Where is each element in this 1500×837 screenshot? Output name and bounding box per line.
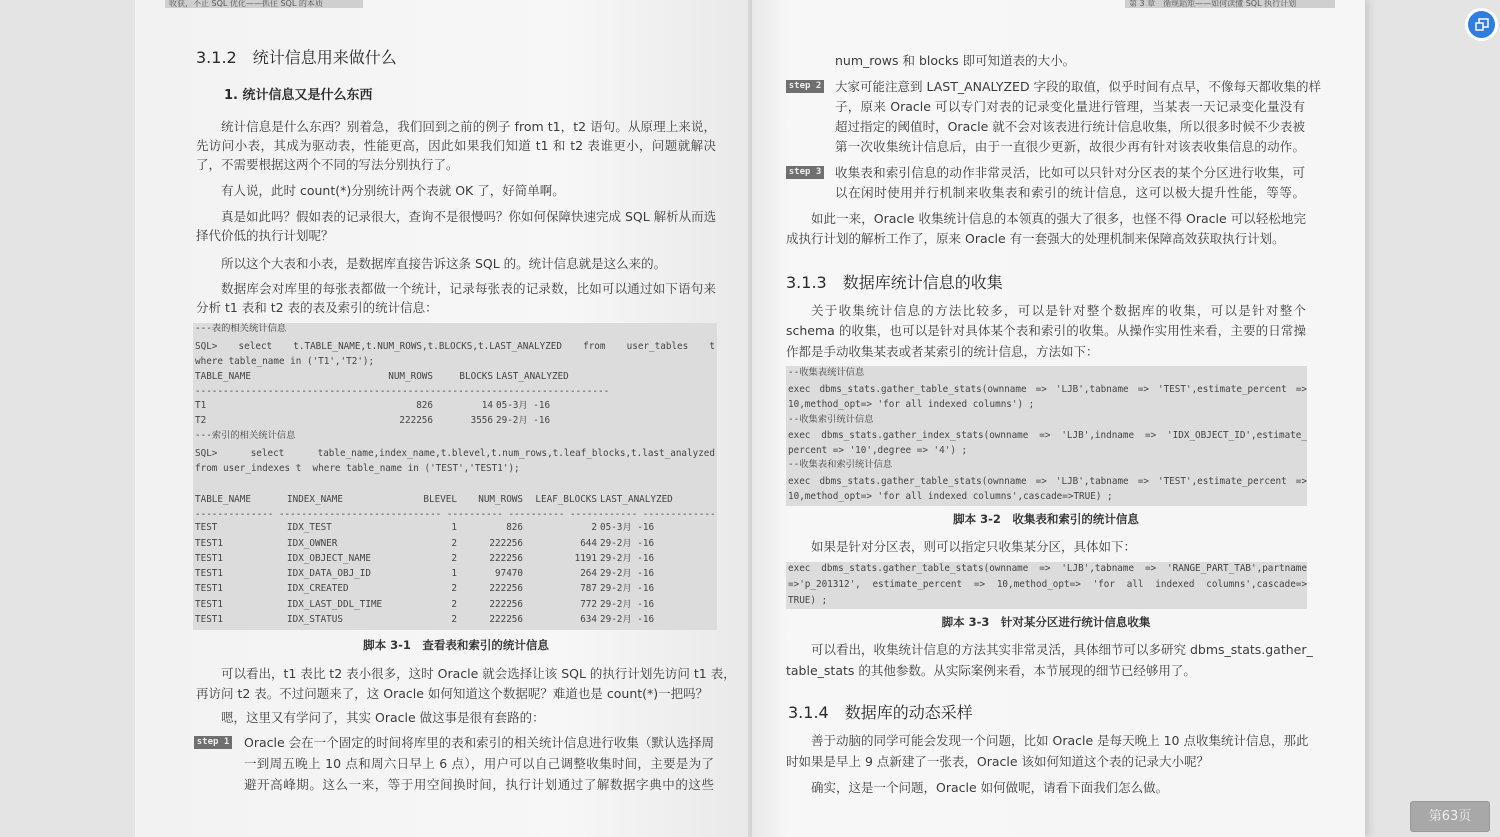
paragraph-line: 如果是针对分区表，则可以指定只收集某分区，具体如下： xyxy=(811,539,1137,554)
table-cell: 264 xyxy=(580,568,597,579)
code-line: exec dbms_stats.gather_table_stats(ownname => 'LJB',tabname => 'TEST',estimate_percent => xyxy=(788,384,1307,395)
table-cell: 222256 xyxy=(489,583,523,594)
table-cell: TABLE_NAME xyxy=(195,494,251,505)
paragraph-line: 先访问小表，其成为驱动表，性能更高，因此如果我们知道 t1 和 t2 表谁更小，问题就解决 xyxy=(196,138,716,153)
code-line: --收集表和索引统计信息 xyxy=(788,459,893,470)
table-cell: IDX_LAST_DDL_TIME xyxy=(287,599,383,610)
table-cell: 1191 xyxy=(574,553,597,564)
table-cell: 2 xyxy=(451,599,457,610)
table-cell: 29-2月 -16 xyxy=(600,614,655,625)
table-cell: 2 xyxy=(451,614,457,625)
table-cell: T2 xyxy=(195,415,207,426)
paragraph-line: 善于动脑的同学可能会发现一个问题，比如 Oracle 是每天晚上 10 点收集统计信息，那此 xyxy=(811,733,1309,748)
code-line: SQL> select table_name,index_name,t.blevel,t.num_rows,t.leaf_blocks,t.last_analyzed xyxy=(195,448,715,459)
paragraph-line: table_stats 的其他参数。从实际案例来看，本节展现的细节已经够用了。 xyxy=(786,663,1196,678)
table-cell: 787 xyxy=(580,583,597,594)
script-caption: 脚本 3-3 针对某分区进行统计信息收集 xyxy=(941,615,1151,629)
table-cell: 29-2月 -16 xyxy=(496,415,551,426)
code-line: ---索引的相关统计信息 xyxy=(195,430,296,441)
table-cell: TEST xyxy=(195,522,218,533)
code-line: 10,method_opt=> 'for all indexed columns',cascade=>TRUE) ; xyxy=(788,491,1113,502)
paragraph-line: 时如果是早上 9 点新建了一张表，Oracle 该如何知道这个表的记录大小呢？ xyxy=(786,754,1210,769)
table-divider: -------------- ----------------------------- ---------- ---------- ------------ ------------- xyxy=(195,509,716,520)
section-title: 3.1.4 数据库的动态采样 xyxy=(788,703,973,722)
code-line: TRUE) ; xyxy=(788,595,828,606)
table-cell: 2 xyxy=(451,538,457,549)
running-header: 第 3 章 循规蹈矩——如何读懂 SQL 执行计划 xyxy=(1125,0,1335,8)
running-header: 收获，不止 SQL 优化——抓住 SQL 的本质 xyxy=(165,0,363,8)
table-cell: 826 xyxy=(416,400,433,411)
subsection-title: 1. 统计信息又是什么东西 xyxy=(224,88,373,103)
table-cell: 222256 xyxy=(399,415,433,426)
code-line: --收集索引统计信息 xyxy=(788,414,874,425)
table-cell: BLOCKS xyxy=(459,371,493,382)
step-line: 超过指定的阈值时，Oracle 就不会对该表进行统计信息收集，所以很多时候不少表被 xyxy=(835,119,1305,134)
step-line: Oracle 会在一个固定的时间将库里的表和索引的相关统计信息进行收集（默认选择周 xyxy=(244,735,714,750)
table-cell: 29-2月 -16 xyxy=(600,568,655,579)
table-cell: 2 xyxy=(451,583,457,594)
table-cell: TEST1 xyxy=(195,553,223,564)
step-line: 大家可能注意到 LAST_ANALYZED 字段的取值，似乎时间有点早，不像每天都收集的样 xyxy=(835,79,1322,94)
table-cell: 3556 xyxy=(470,415,493,426)
fullscreen-icon xyxy=(1475,18,1489,32)
table-divider: -------------------------------------------------------------------------- xyxy=(195,386,610,397)
table-cell: LAST_ANALYZED xyxy=(600,494,673,505)
step-line: 第一次收集统计信息后，由于一直很少更新，故很少再有针对该表收集信息的动作。 xyxy=(835,139,1305,154)
table-cell: 222256 xyxy=(489,599,523,610)
paragraph-line: 了，不需要根据这两个不同的写法分别执行了。 xyxy=(196,157,459,172)
paragraph-line: 成执行计划的解析工作了，原来 Oracle 有一套强大的处理机制来保障高效获取执行计划。 xyxy=(786,231,1285,246)
paragraph-line: 有人说，此时 count(*)分别统计两个表就 OK 了，好简单啊。 xyxy=(221,183,565,198)
table-cell: 29-2月 -16 xyxy=(600,599,655,610)
table-cell: 826 xyxy=(506,522,523,533)
paragraph-line: 再访问 t2 表。不过问题来了，这 Oracle 如何知道这个数据呢？难道也是 count(*)一把吗？ xyxy=(196,686,709,701)
table-cell: 222256 xyxy=(489,553,523,564)
step-line: 子，原来 Oracle 可以专门对表的记录变化量进行管理，当某表一天记录变化量没有 xyxy=(835,99,1305,114)
paragraph-line: num_rows 和 blocks 即可知道表的大小。 xyxy=(835,53,1076,68)
table-cell: TABLE_NAME xyxy=(195,371,251,382)
table-cell: 634 xyxy=(580,614,597,625)
step-badge: step 1 xyxy=(194,736,232,749)
script-caption: 脚本 3-2 收集表和索引的统计信息 xyxy=(953,512,1139,526)
table-cell: 29-2月 -16 xyxy=(600,583,655,594)
code-line: =>'p_201312', estimate_percent => 10,method_opt=> 'for all indexed columns',cascade=> xyxy=(788,579,1307,590)
table-cell: 1 xyxy=(451,522,457,533)
paragraph-line: 真是如此吗？假如表的记录很大，查询不是很慢吗？你如何保障快速完成 SQL 解析从而选 xyxy=(221,209,717,224)
table-cell: 29-2月 -16 xyxy=(600,553,655,564)
table-cell: NUM_ROWS xyxy=(388,371,433,382)
table-cell: IDX_STATUS xyxy=(287,614,343,625)
paragraph-line: 关于收集统计信息的方法比较多，可以是针对整个数据库的收集，可以是针对整个 xyxy=(811,303,1306,318)
table-cell: TEST1 xyxy=(195,583,223,594)
table-cell: TEST1 xyxy=(195,599,223,610)
paragraph-line: 分析 t1 表和 t2 表的表及索引的统计信息： xyxy=(196,300,438,315)
script-caption: 脚本 3-1 查看表和索引的统计信息 xyxy=(363,638,549,652)
table-cell: 1 xyxy=(451,568,457,579)
table-cell: IDX_TEST xyxy=(287,522,332,533)
step-line: 以在闲时使用并行机制来收集表和索引的统计信息，这可以极大提升性能，等等。 xyxy=(835,185,1305,200)
table-cell: 97470 xyxy=(495,568,523,579)
table-cell: 2 xyxy=(451,553,457,564)
table-cell: 222256 xyxy=(489,538,523,549)
table-cell: T1 xyxy=(195,400,207,411)
table-cell: 05-3月 -16 xyxy=(600,522,655,533)
table-cell: 2 xyxy=(591,522,597,533)
table-cell: 772 xyxy=(580,599,597,610)
table-cell: 14 xyxy=(481,400,493,411)
code-line: 10,method_opt=> 'for all indexed columns') ; xyxy=(788,399,1035,410)
code-line: exec dbms_stats.gather_table_stats(ownname => 'LJB',tabname => 'RANGE_PART_TAB',partname xyxy=(788,563,1307,574)
table-cell: IDX_OBJECT_NAME xyxy=(287,553,371,564)
paragraph-line: 如此一来，Oracle 收集统计信息的本领真的强大了很多，也怪不得 Oracle 可以轻松地完 xyxy=(811,211,1306,226)
code-line: ---表的相关统计信息 xyxy=(195,323,287,334)
table-cell: TEST1 xyxy=(195,538,223,549)
table-cell: 05-3月 -16 xyxy=(496,400,551,411)
table-cell: IDX_OWNER xyxy=(287,538,338,549)
paragraph-line: 可以看出，收集统计信息的方法其实非常灵活，具体细节可以多研究 dbms_stats.gather_ xyxy=(811,642,1313,657)
paragraph-line: 作都是手动收集某表或者某索引的统计信息，方法如下： xyxy=(786,344,1099,359)
code-line: SQL> select t.TABLE_NAME,t.NUM_ROWS,t.BLOCKS,t.LAST_ANALYZED from user_tables t xyxy=(195,341,715,352)
section-title: 3.1.3 数据库统计信息的收集 xyxy=(786,273,1003,292)
table-cell: NUM_ROWS xyxy=(478,494,523,505)
table-cell: INDEX_NAME xyxy=(287,494,343,505)
step-line: 一到周五晚上 10 点和周六日早上 6 点），用户可以自己调整收集时间，主要是为了 xyxy=(244,756,714,771)
code-line: where table_name in ('T1','T2'); xyxy=(195,356,375,367)
table-cell: LAST_ANALYZED xyxy=(496,371,569,382)
paragraph-line: 数据库会对库里的每张表都做一个统计，记录每张表的记录数，比如可以通过如下语句来 xyxy=(221,281,716,296)
paragraph-line: 可以看出，t1 表比 t2 表小很多，这时 Oracle 就会选择让该 SQL 的执行计划先访问 t1 表， xyxy=(221,666,736,681)
code-line: exec dbms_stats.gather_table_stats(ownname => 'LJB',tabname => 'TEST',estimate_percent => xyxy=(788,476,1307,487)
paragraph-line: 确实，这是一个问题，Oracle 如何做呢，请看下面我们怎么做。 xyxy=(811,780,1169,795)
table-cell: TEST1 xyxy=(195,614,223,625)
table-cell: IDX_CREATED xyxy=(287,583,349,594)
code-line: --收集表统计信息 xyxy=(788,367,865,378)
paragraph-line: 所以这个大表和小表，是数据库直接告诉这条 SQL 的。统计信息就是这么来的。 xyxy=(221,256,667,271)
step-line: 避开高峰期。这么一来，等于用空间换时间，执行计划通过了解数据字典中的这些 xyxy=(244,777,714,792)
table-cell: 644 xyxy=(580,538,597,549)
section-title: 3.1.2 统计信息用来做什么 xyxy=(196,48,397,67)
step-line: 收集表和索引信息的动作非常灵活，比如可以只针对分区表的某个分区进行收集，可 xyxy=(835,165,1305,180)
fullscreen-button[interactable] xyxy=(1468,11,1495,38)
page-indicator: 第63页 xyxy=(1410,801,1490,832)
table-cell: 222256 xyxy=(489,614,523,625)
paragraph-line: schema 的收集，也可以是针对具体某个表和索引的收集。从操作实用性来看，主要的日常操 xyxy=(786,323,1306,338)
code-line: percent => '10',degree => '4') ; xyxy=(788,445,968,456)
paragraph-line: 择代价低的执行计划呢？ xyxy=(196,228,334,243)
table-cell: TEST1 xyxy=(195,568,223,579)
table-cell: LEAF_BLOCKS xyxy=(535,494,597,505)
code-line: from user_indexes t where table_name in ('TEST','TEST1'); xyxy=(195,463,520,474)
table-cell: IDX_DATA_OBJ_ID xyxy=(287,568,371,579)
table-cell: 29-2月 -16 xyxy=(600,538,655,549)
table-cell: BLEVEL xyxy=(423,494,457,505)
paragraph-line: 统计信息是什么东西？别着急，我们回到之前的例子 from t1，t2 语句。从原理上来说， xyxy=(221,119,716,134)
step-badge: step 2 xyxy=(786,80,824,93)
step-badge: step 3 xyxy=(786,166,824,179)
code-line: exec dbms_stats.gather_index_stats(ownname => 'LJB',indname => 'IDX_OBJECT_ID',estimate_ xyxy=(788,430,1307,441)
paragraph-line: 嗯，这里又有学问了，其实 Oracle 做这事是很有套路的： xyxy=(221,710,545,725)
